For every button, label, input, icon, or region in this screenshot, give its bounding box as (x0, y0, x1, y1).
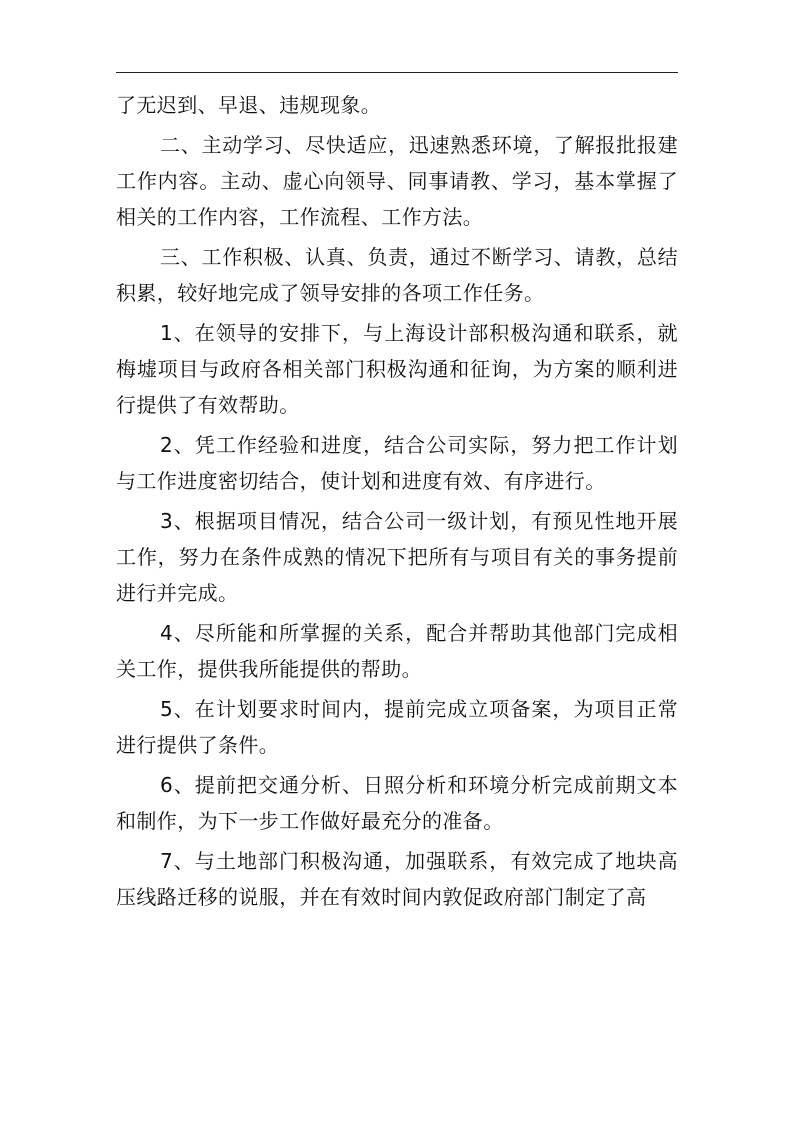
paragraph-item-2: 2、凭工作经验和进度，结合公司实际，努力把工作计划与工作进度密切结合，使计划和进度有效、有序进行。 (116, 433, 678, 493)
document-body (116, 87, 678, 915)
paragraph-section-3: 三、工作积极、认真、负责，通过不断学习、请教，总结积累，较好地完成了领导安排的各项工作任务。 (116, 245, 678, 305)
header-rule (116, 72, 678, 73)
paragraph-item-6: 6、提前把交通分析、日照分析和环境分析完成前期文本和制作，为下一步工作做好最充分的准备。 (116, 773, 678, 833)
paragraph-item-3: 3、根据项目情况，结合公司一级计划，有预见性地开展工作，努力在条件成熟的情况下把所有与项目有关的事务提前进行并完成。 (116, 509, 678, 605)
paragraph-item-4: 4、尽所能和所掌握的关系，配合并帮助其他部门完成相关工作，提供我所能提供的帮助。 (116, 621, 678, 681)
paragraph-item-5: 5、在计划要求时间内，提前完成立项备案，为项目正常进行提供了条件。 (116, 697, 678, 757)
paragraph-item-1: 1、在领导的安排下，与上海设计部积极沟通和联系，就梅墟项目与政府各相关部门积极沟通和征询，为方案的顺利进行提供了有效帮助。 (116, 321, 678, 417)
paragraph-item-7: 7、与土地部门积极沟通，加强联系，有效完成了地块高压线路迁移的说服，并在有效时间内敦促政府部门制定了高 (116, 849, 678, 909)
paragraph-continuation: 了无迟到、早退、违规现象。 (116, 93, 382, 117)
paragraph-section-2: 二、主动学习、尽快适应，迅速熟悉环境，了解报批报建工作内容。主动、虚心向领导、同事请教、学习，基本掌握了相关的工作内容，工作流程、工作方法。 (116, 133, 678, 229)
